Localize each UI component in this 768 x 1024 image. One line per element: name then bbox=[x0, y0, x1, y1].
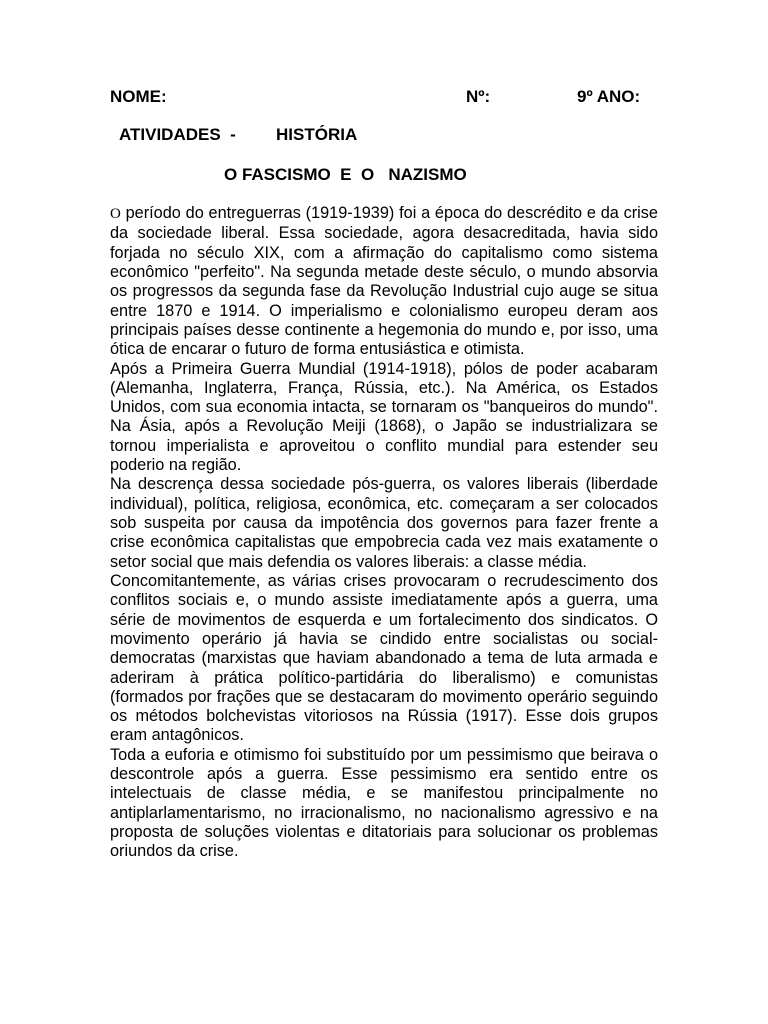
document-title: O FASCISMO E O NAZISMO bbox=[224, 165, 467, 184]
paragraph-1-text: período do entreguerras (1919-1939) foi a época do descrédito e da crise da sociedade liberal. Essa sociedade, agora desacreditada, havia sido forjada no século XIX, com a afirmação do capitalismo como sistema econômico "perfeito". Na segunda metade deste século, o mundo absorvia os progressos da segunda fase da Revolução Industrial cujo auge se situa entre 1870 e 1914. O imperialismo e colonialismo europeu deram aos principais países desse continente a hegemonia do mundo e, por isso, uma ótica de encarar o futuro de forma entusiástica e otimista. bbox=[110, 204, 658, 359]
paragraph-5: Toda a euforia e otimismo foi substituído por um pessimismo que beirava o descontrole após a guerra. Esse pessimismo era sentido entre os intelectuais de classe média, e se manifestou principalmente no antiplarlamentarismo, no irracionalismo, no nacionalismo agressivo e na proposta de soluções violentas e ditatoriais para solucionar os problemas oriundos da crise. bbox=[110, 745, 658, 861]
paragraph-2: Após a Primeira Guerra Mundial (1914-1918), pólos de poder acabaram (Alemanha, Inglaterra, França, Rússia, etc.). Na América, os Estados Unidos, com sua economia intacta, se tornaram os "banqueiros do mundo". Na Ásia, após a Revolução Meiji (1868), o Japão se industrializara se tornou imperialista e aproveitou o conflito mundial para estender seu poderio na região. bbox=[110, 359, 658, 475]
paragraph-4: Concomitantemente, as várias crises provocaram o recrudescimento dos conflitos sociais e, o mundo assiste imediatamente após a guerra, uma série de movimentos de esquerda e um fortalecimento dos sindicatos. O movimento operário já havia se cindido entre socialistas ou social-democratas (marxistas que haviam abandonado a tema de luta armada e aderiram à prática político-partidária do liberalismo) e comunistas (formados por frações que se destacaram do movimento operário seguindo os métodos bolchevistas vitoriosos na Rússia (1917). Esse dois grupos eram antagônicos. bbox=[110, 571, 658, 745]
document-body bbox=[110, 204, 658, 862]
grade-label: 9º ANO: bbox=[577, 87, 641, 106]
first-letter: O bbox=[110, 206, 121, 222]
name-label: NOME: bbox=[110, 87, 167, 106]
paragraph-1 bbox=[110, 204, 658, 360]
number-label: Nº: bbox=[466, 87, 491, 106]
subject-label: HISTÓRIA bbox=[276, 125, 358, 144]
paragraph-3: Na descrença dessa sociedade pós-guerra, os valores liberais (liberdade individual), política, religiosa, econômica, etc. começaram a ser colocados sob suspeita por causa da impotência dos governos para fazer frente a crise econômica capitalistas que empobrecia cada vez mais exatamente o setor social que mais defendia os valores liberais: a classe média. bbox=[110, 475, 658, 571]
activities-label: ATIVIDADES - bbox=[119, 125, 236, 144]
